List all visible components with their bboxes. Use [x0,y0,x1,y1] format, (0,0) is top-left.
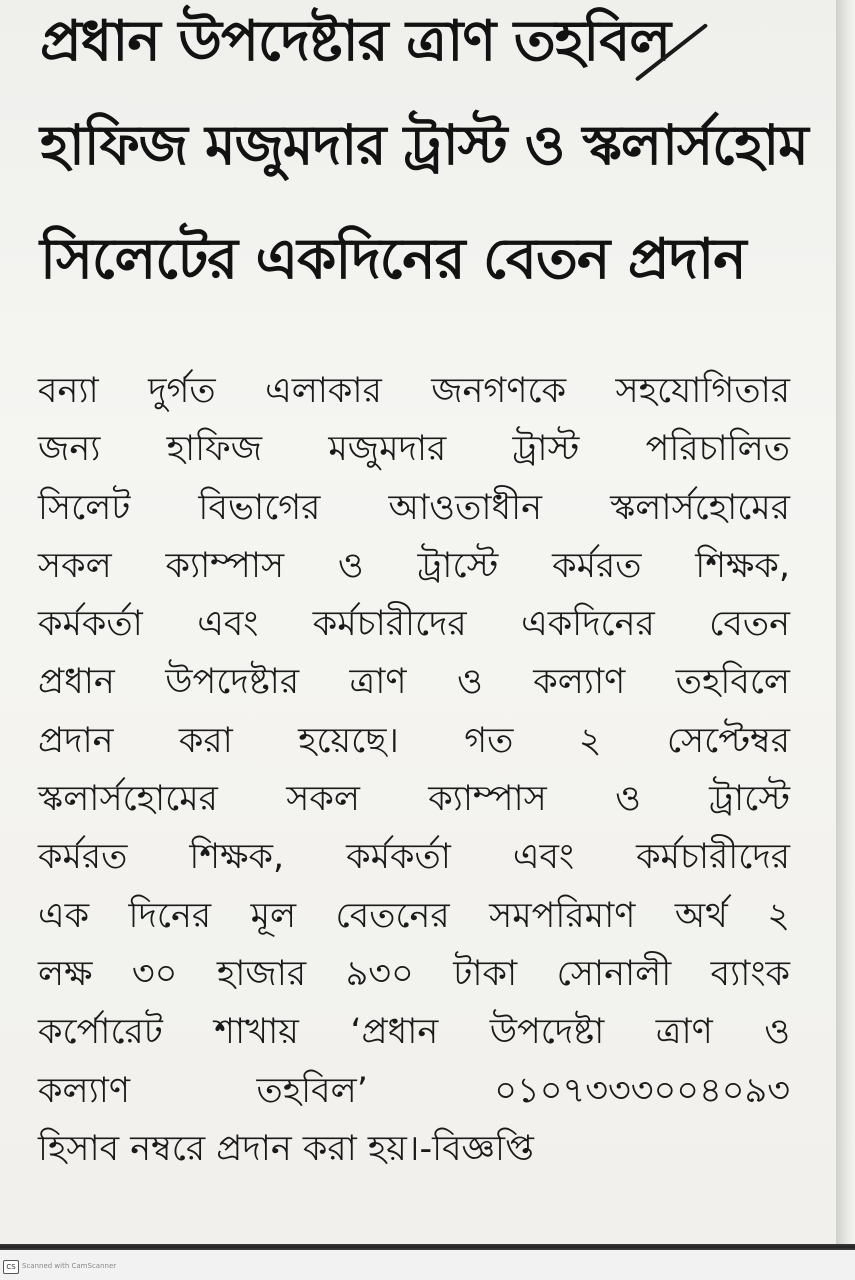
headline-line-3: সিলেটের একদিনের বেতন প্রদান [40,227,746,292]
article-line: সিলেট বিভাগের আওতাধীন স্কলার্সহোমের [38,487,790,528]
article-line: জন্য হাফিজ মজুমদার ট্রাস্ট পরিচালিত [38,429,790,470]
article-line: প্রদান করা হয়েছে। গত ২ সেপ্টেম্বর [38,720,790,761]
article-line: কর্পোরেট শাখায় ‘প্রধান উপদেষ্টা ত্রাণ ও [38,1012,790,1053]
article-line: সকল ক্যাম্পাস ও ট্রাস্টে কর্মরত শিক্ষক, [38,545,790,586]
article-line: লক্ষ ৩০ হাজার ৯৩০ টাকা সোনালী ব্যাংক [38,953,790,994]
article-line: প্রধান উপদেষ্টার ত্রাণ ও কল্যাণ তহবিলে [38,662,790,703]
article-line: স্কলার্সহোমের সকল ক্যাম্পাস ও ট্রাস্টে [38,779,790,820]
scanner-watermark-text: Scanned with CamScanner [22,1262,117,1270]
article-line: হিসাব নম্বরে প্রদান করা হয়।-বিজ্ঞপ্তি [38,1128,534,1169]
headline-line-2: হাফিজ মজুমদার ট্রাস্ট ও স্কলার্সহোম [40,113,808,177]
article-line: কল্যাণ তহবিল’ ০১০৭৩৩৩০০৪০৯৩ [38,1070,790,1111]
article-line: বন্যা দুর্গত এলাকার জনগণকে সহযোগিতার [38,371,790,411]
headline-line-1: প্রধান উপদেষ্টার ত্রাণ তহবিল [40,9,671,74]
camscanner-logo-icon: CS [3,1260,19,1274]
article-body [38,362,790,1178]
article-line: কর্মকর্তা এবং কর্মচারীদের একদিনের বেতন [38,604,790,645]
article-line: কর্মরত শিক্ষক, কর্মকর্তা এবং কর্মচারীদের [38,837,790,878]
page-edge-shadow [836,0,855,1246]
article-line: এক দিনের মূল বেতনের সমপরিমাণ অর্থ ২ [38,895,790,936]
scanner-footer-strip [0,1250,855,1280]
